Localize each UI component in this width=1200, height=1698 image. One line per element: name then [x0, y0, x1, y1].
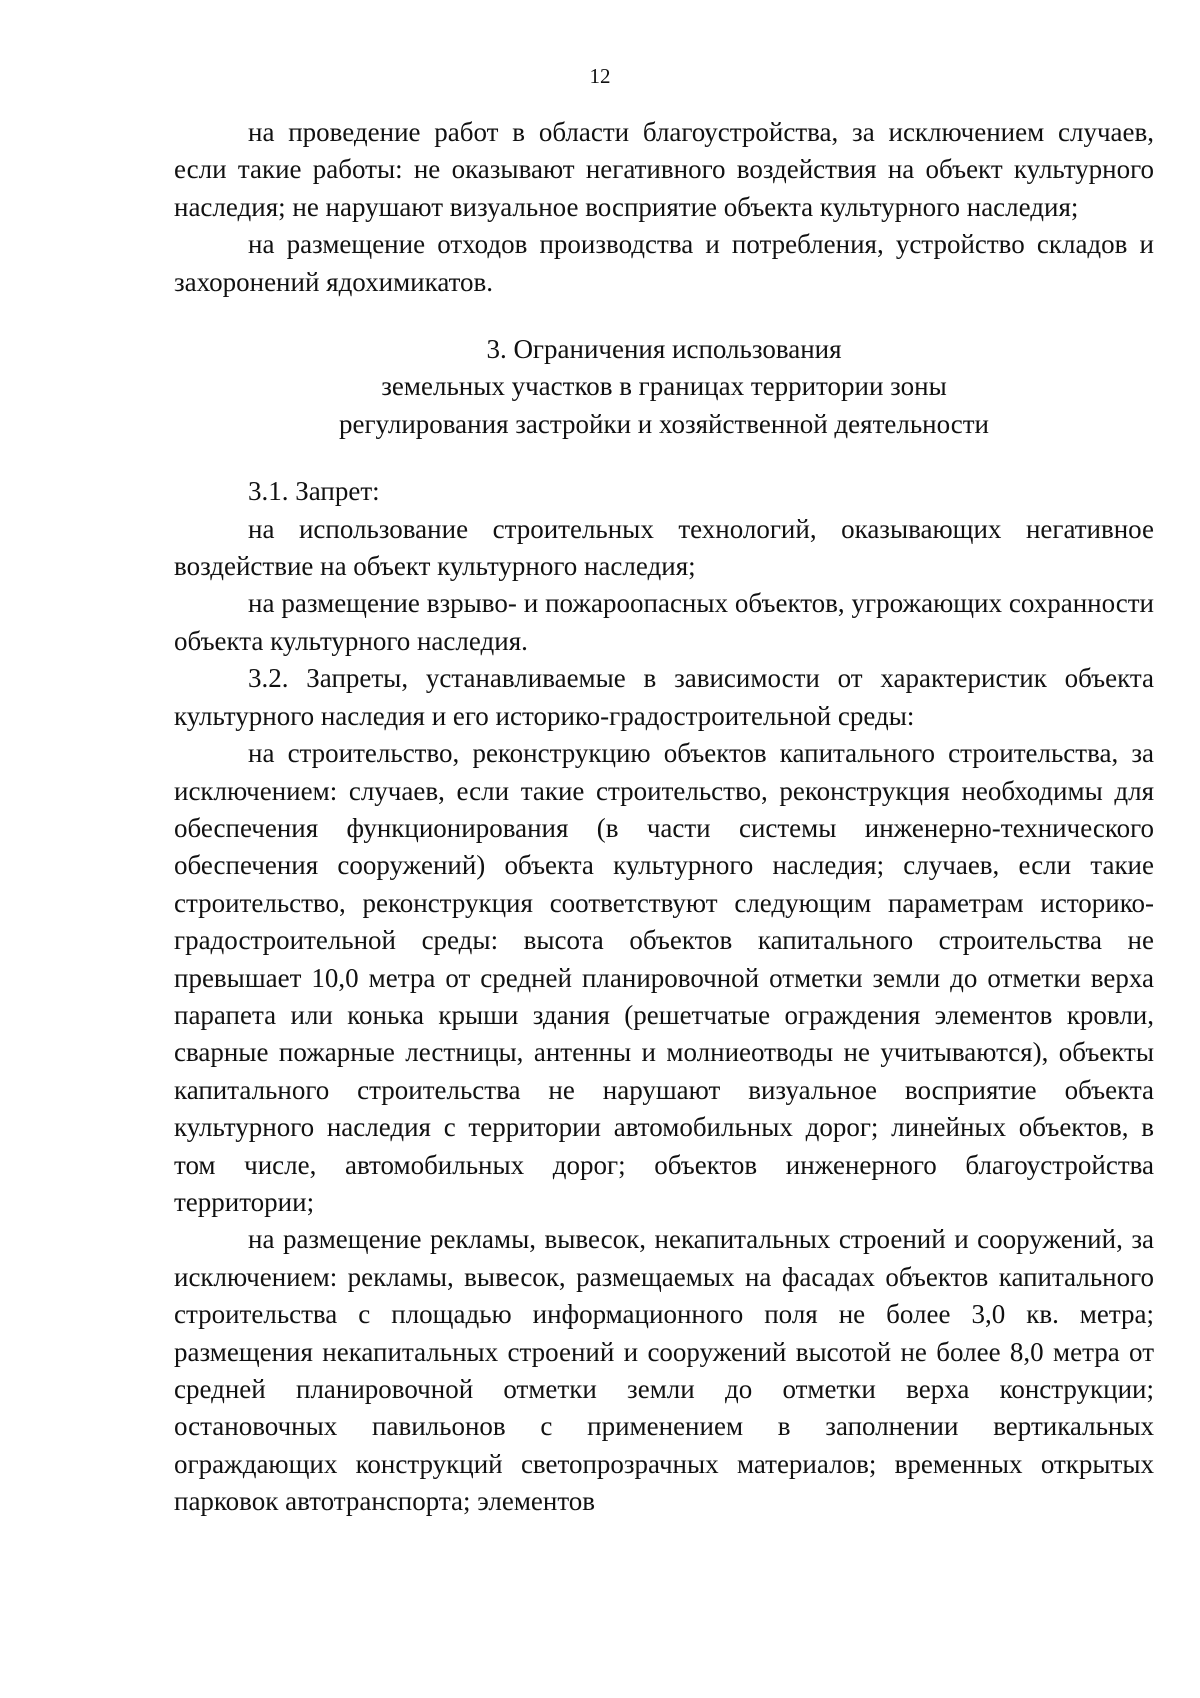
- page-number: 12: [589, 64, 611, 88]
- section-heading: [174, 331, 1154, 443]
- clause-3-1-title: 3.1. Запрет:: [248, 476, 380, 507]
- section-heading-line: 3. Ограничения использования: [486, 334, 842, 365]
- section-heading-line: регулирования застройки и хозяйственной деятельности: [339, 408, 989, 439]
- document-body: [174, 114, 1154, 1521]
- clause-3-2-title: 3.2. Запреты, устанавливаемые в зависимости от характеристик объекта культурного наследия и его историко-градостроительной среды:: [174, 663, 1154, 731]
- paragraph-advertising-ban: на размещение рекламы, вывесок, некапитальных строений и сооружений, за исключением: рекламы, вывесок, размещаемых на фасадах объектов капитального строительства с площадью информационного поля не более 3,0 кв. метра; размещения некапитальных строений и сооружений высотой не более 8,0 метра от средней планировочной отметки земли до отметки верха конструкции; остановочных павильонов с применением в заполнении вертикальных ограждающих конструкций светопрозрачных материалов; временных открытых парковок автотранспорта; элементов: [174, 1224, 1154, 1517]
- section-heading-line: земельных участков в границах территории зоны: [381, 371, 947, 402]
- paragraph-construction-ban: на строительство, реконструкцию объектов капитального строительства, за исключением: случаев, если такие строительство, реконструкция необходимы для обеспечения функционирования (в части системы инженерно-технического обеспечения сооружений) объекта культурного наследия; случаев, если такие строительство, реконструкция соответствуют следующим параметрам историко-градостроительной среды: высота объектов капитального строительства не превышает 10,0 метра от средней планировочной отметки земли до отметки верха парапета или конька крыши здания (решетчатые ограждения элементов кровли, сварные пожарные лестницы, антенны и молниеотводы не учитываются), объекты капитального строительства не нарушают визуальное восприятие объекта культурного наследия с территории автомобильных дорог; линейных объектов, в том числе, автомобильных дорог; объектов инженерного благоустройства территории;: [174, 738, 1154, 1217]
- paragraph-construction-tech-ban: на использование строительных технологий, оказывающих негативное воздействие на объект культурного наследия;: [174, 513, 1154, 582]
- paragraph-explosive-objects-ban: на размещение взрыво- и пожароопасных объектов, угрожающих сохранности объекта культурного наследия.: [174, 588, 1154, 656]
- paragraph-landscaping-ban: на проведение работ в области благоустройства, за исключением случаев, если такие работы: не оказывают негативного воздействия на объект культурного наследия; не нарушают визуальное восприятие объекта культурного наследия;: [174, 117, 1154, 222]
- paragraph-waste-ban: на размещение отходов производства и потребления, устройство складов и захоронений ядохимикатов.: [174, 229, 1154, 297]
